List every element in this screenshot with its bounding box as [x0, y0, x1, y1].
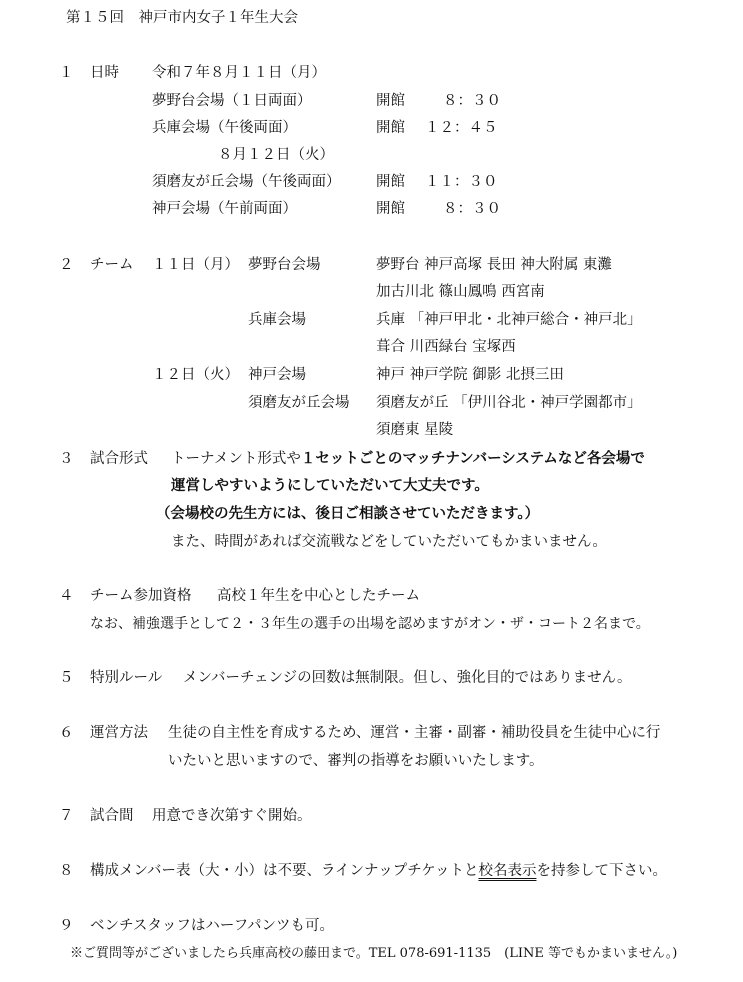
section-7-text: 用意でき次第すぐ開始。	[152, 808, 312, 824]
section-3-line-2: 運営しやすいようにしていただいて大丈夫です。	[171, 478, 489, 494]
section-2-label: チーム	[90, 257, 134, 273]
section-6-line-2: いたいと思いますので、審判の指導をお願いいたします。	[168, 753, 544, 769]
section-5-label: 特別ルール	[90, 670, 163, 686]
team-list: 神戸 神戸学院 御影 北摂三田	[376, 367, 564, 383]
open-time: １１：３０	[425, 174, 498, 190]
section-8-text	[90, 861, 667, 881]
open-label: 開館	[376, 120, 405, 136]
section-7-label: 試合間	[90, 808, 134, 824]
section-8-text-post: を持参して下さい。	[536, 863, 667, 879]
team-day-2: １２日（火）	[152, 367, 239, 383]
section-3-line-3: （会場校の先生方には、後日ご相談させていただきます。）	[156, 506, 540, 522]
open-label: 開館	[376, 174, 405, 190]
venue-schedule-yumenodai: 夢野台会場（１日両面）	[152, 93, 312, 109]
open-time: ８：３０	[443, 93, 501, 109]
section-1-date-2: ８月１２日（火）	[218, 147, 334, 163]
venue-schedule-hyogo: 兵庫会場（午後両面）	[152, 120, 297, 136]
contact-note: ※ご質問等がございましたら兵庫高校の藤田まで。TEL 078-691-1135 (LINE 等でもかまいません。)	[70, 946, 678, 961]
team-list: 須磨友が丘 「伊川谷北・神戸学園都市」	[376, 395, 642, 411]
section-8-text-pre: 構成メンバー表（大・小）は不要、ラインナップチケットと	[90, 863, 479, 879]
section-6-number: ６	[59, 725, 74, 741]
section-3-line-1-bold: １セットごとのマッチナンバーシステムなど各会場で	[300, 451, 645, 467]
section-6-line-1: 生徒の自主性を育成するため、運営・主審・副審・補助役員を生徒中心に行	[168, 725, 661, 741]
team-venue-suma-tomogaoka: 須磨友が丘会場	[248, 395, 350, 411]
section-6-label: 運営方法	[90, 725, 148, 741]
section-5-text: メンバーチェンジの回数は無制限。但し、強化目的ではありません。	[183, 670, 632, 686]
open-time: ８：３０	[443, 201, 501, 217]
section-3-line-4: また、時間があれば交流戦などをしていただいてもかまいません。	[171, 534, 607, 550]
section-4-number: ４	[59, 588, 74, 604]
team-list: 夢野台 神戸高塚 長田 神大附属 東灘	[376, 257, 612, 273]
section-9-number: ９	[59, 918, 74, 934]
section-9-text: ベンチスタッフはハーフパンツも可。	[90, 918, 335, 934]
section-4-line-2: なお、補強選手として２・３年生の選手の出場を認めますがオン・ザ・コート２名まで。	[90, 616, 650, 632]
open-time: １２：４５	[425, 120, 498, 136]
team-list: 葺合 川西緑台 宝塚西	[376, 339, 516, 355]
section-1-date-1: 令和７年８月１１日（月）	[152, 65, 326, 81]
open-label: 開館	[376, 93, 405, 109]
section-3-line-1-plain: トーナメント形式や	[171, 451, 301, 467]
venue-schedule-suma-tomogaoka: 須磨友が丘会場（午後両面）	[152, 174, 341, 190]
section-4-line-1: 高校１年生を中心としたチーム	[217, 588, 420, 604]
section-7-number: ７	[59, 808, 74, 824]
section-3-number: ３	[59, 451, 74, 467]
section-8-number: ８	[59, 863, 74, 879]
team-venue-kobe: 神戸会場	[248, 367, 306, 383]
page-title: 第１５回 神戸市内女子１年生大会	[66, 10, 298, 26]
school-name-display-underlined: 校名表示	[478, 863, 537, 879]
open-label: 開館	[376, 201, 405, 217]
section-1-number: １	[59, 65, 74, 81]
team-list: 須磨東 星陵	[376, 422, 454, 438]
section-4-label: チーム参加資格	[90, 588, 192, 604]
section-2-number: ２	[59, 257, 74, 273]
section-3-label: 試合形式	[90, 451, 148, 467]
team-day-1: １１日（月）	[152, 257, 239, 273]
section-3-line-1	[171, 449, 645, 469]
section-5-number: ５	[59, 670, 74, 686]
team-list: 兵庫 「神戸甲北・北神戸総合・神戸北」	[376, 312, 642, 328]
team-list: 加古川北 篠山鳳鳴 西宮南	[376, 284, 545, 300]
venue-schedule-kobe: 神戸会場（午前両面）	[152, 201, 297, 217]
section-1-label: 日時	[90, 65, 119, 81]
team-venue-hyogo: 兵庫会場	[248, 312, 306, 328]
team-venue-yumenodai: 夢野台会場	[248, 257, 321, 273]
